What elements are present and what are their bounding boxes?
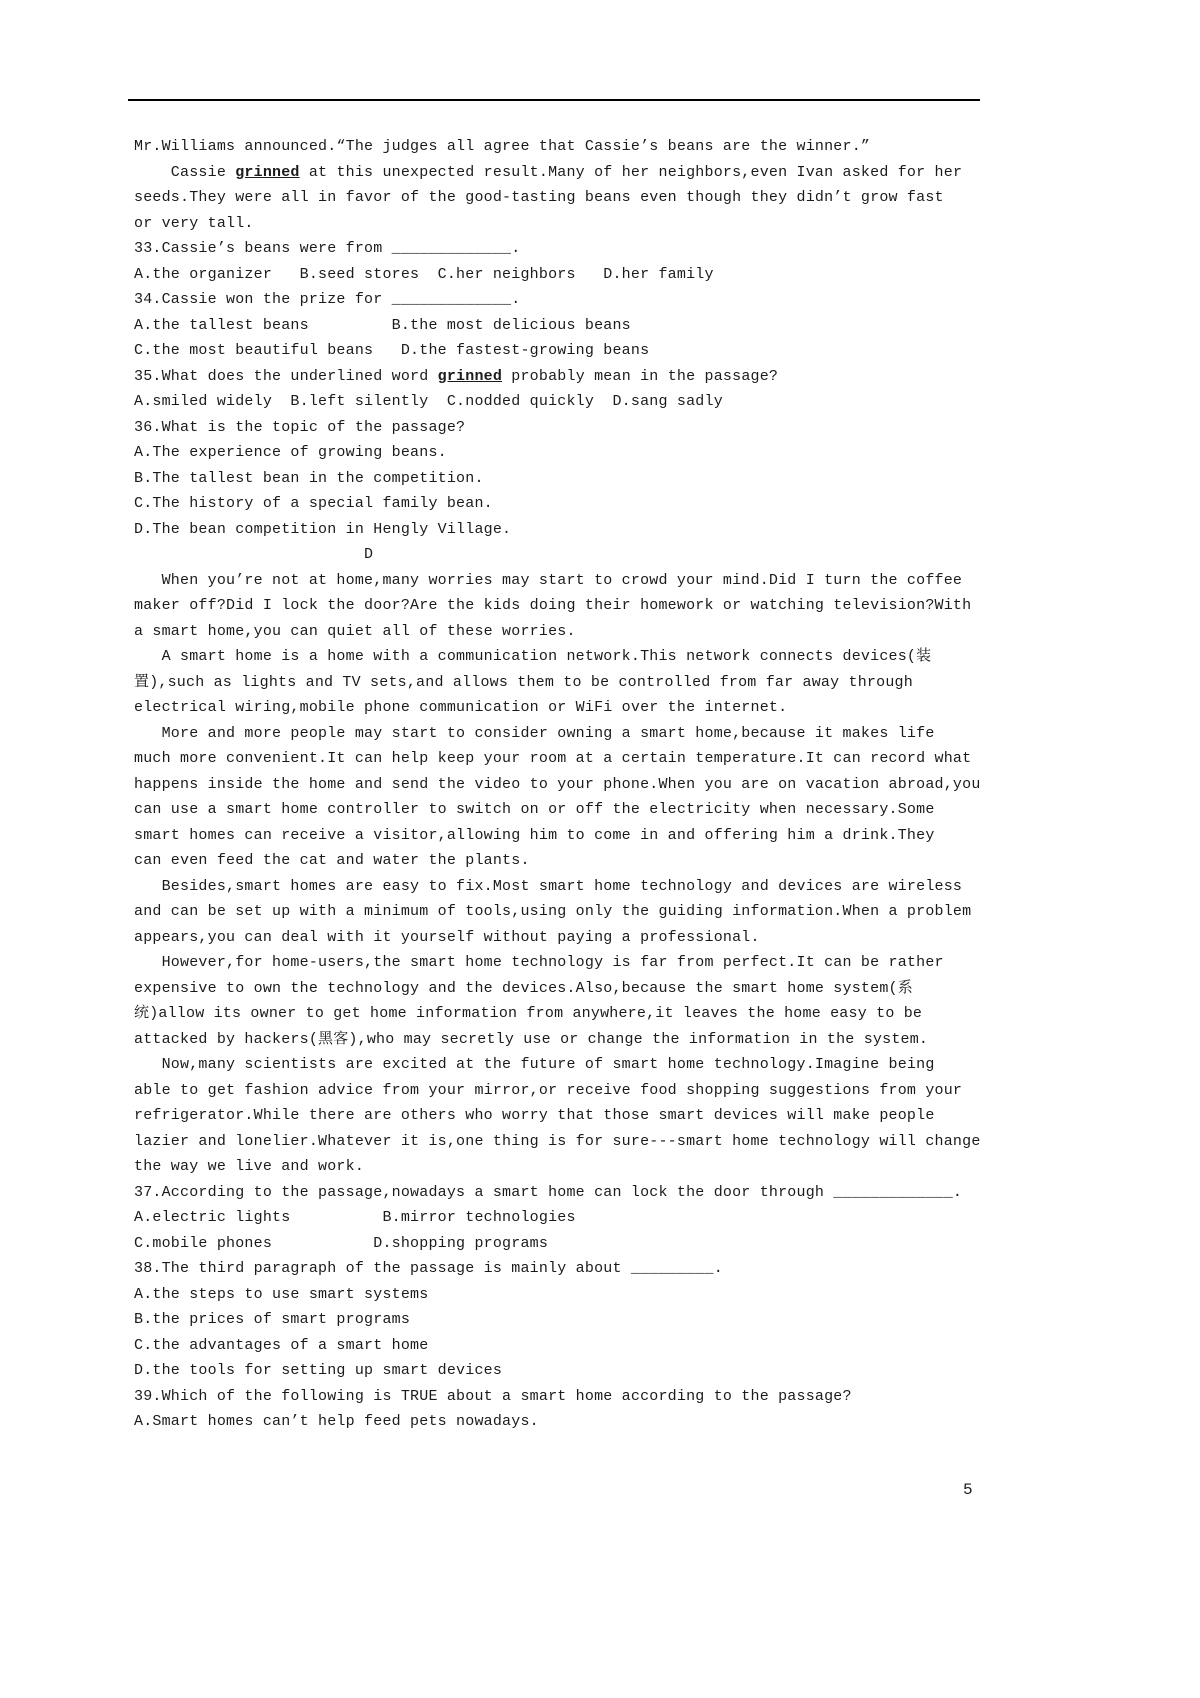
header-divider — [128, 99, 980, 101]
text-segment: Mr.Williams announced.“The judges all agree that Cassie’s beans are the winner.” — [134, 138, 871, 155]
text-segment: B.the prices of smart programs — [134, 1311, 411, 1328]
text-segment: 38.The third paragraph of the passage is mainly about _________. — [134, 1260, 723, 1277]
text-line — [134, 415, 994, 441]
text-segment: A.smiled widely B.left silently C.nodded quickly D.sang sadly — [134, 393, 723, 410]
text-segment: When you’re not at home,many worries may start to crowd your mind.Did I turn the coffee — [134, 571, 963, 589]
text-line — [134, 1129, 994, 1155]
text-line — [134, 211, 994, 237]
text-line — [134, 1282, 994, 1308]
text-segment: D.The bean competition in Hengly Village. — [134, 520, 512, 538]
text-segment: C.The history of a special family bean. — [134, 495, 493, 512]
text-segment: seeds.They were all in favor of the good-tasting beans even though they didn’t grow fast — [134, 189, 944, 206]
text-line — [134, 1001, 994, 1027]
text-segment: B.The tallest bean in the competition. — [134, 469, 484, 487]
text-segment: A smart home is a home with a communication network.This network connects devices(装 — [134, 648, 932, 665]
text-segment: 置),such as lights and TV sets,and allows them to be controlled from far away through — [134, 673, 913, 691]
text-line — [134, 236, 994, 262]
text-segment: smart homes can receive a visitor,allowing him to come in and offering him a drink.They — [134, 826, 935, 844]
page-number: 5 — [963, 1481, 973, 1499]
text-segment: Cassie — [134, 163, 236, 181]
text-line — [134, 1205, 994, 1231]
text-segment: 统)allow its owner to get home information from anywhere,it leaves the home easy to be — [134, 1005, 923, 1022]
text-line — [134, 670, 994, 696]
text-line — [134, 925, 994, 951]
text-line — [134, 568, 994, 594]
text-segment: A.the organizer B.seed stores C.her neighbors D.her family — [134, 265, 714, 283]
text-line — [134, 746, 994, 772]
text-segment: and can be set up with a minimum of tools,using only the guiding information.When a problem — [134, 903, 972, 920]
text-line — [134, 976, 994, 1002]
text-segment: C.the advantages of a smart home — [134, 1336, 429, 1354]
text-segment: the way we live and work. — [134, 1158, 365, 1175]
text-segment: probably mean in the passage? — [502, 367, 779, 385]
text-line — [134, 695, 994, 721]
text-line — [134, 797, 994, 823]
text-line — [134, 491, 994, 517]
text-line — [134, 1307, 994, 1333]
underlined-word: grinned — [437, 367, 503, 385]
text-segment: However,for home-users,the smart home technology is far from perfect.It can be rather — [134, 954, 944, 971]
text-segment: A.the steps to use smart systems — [134, 1285, 429, 1303]
text-line — [134, 542, 994, 568]
text-line — [134, 1231, 994, 1257]
text-line — [134, 1052, 994, 1078]
text-line — [134, 619, 994, 645]
text-line — [134, 950, 994, 976]
text-line — [134, 338, 994, 364]
text-segment: can use a smart home controller to switch on or off the electricity when necessary.Some — [134, 801, 935, 818]
text-segment: much more convenient.It can help keep your room at a certain temperature.It can record what — [134, 750, 972, 767]
text-line — [134, 160, 994, 186]
text-segment: refrigerator.While there are others who worry that those smart devices will make people — [134, 1107, 935, 1124]
text-line — [134, 1154, 994, 1180]
text-segment: Now,many scientists are excited at the future of smart home technology.Imagine being — [134, 1056, 935, 1073]
text-line — [134, 287, 994, 313]
text-line — [134, 440, 994, 466]
text-line — [134, 364, 994, 390]
text-line — [134, 899, 994, 925]
text-line — [134, 1409, 994, 1435]
text-line — [134, 185, 994, 211]
text-segment: or very tall. — [134, 214, 254, 232]
text-segment: 39.Which of the following is TRUE about a smart home according to the passage? — [134, 1387, 852, 1405]
text-line — [134, 644, 994, 670]
text-segment: D — [134, 546, 374, 563]
text-segment: 36.What is the topic of the passage? — [134, 418, 466, 436]
text-line — [134, 1078, 994, 1104]
text-line — [134, 721, 994, 747]
text-segment: electrical wiring,mobile phone communication or WiFi over the internet. — [134, 699, 788, 716]
text-segment: 37.According to the passage,nowadays a smart home can lock the door through _____________. — [134, 1183, 963, 1201]
text-line — [134, 1384, 994, 1410]
text-line — [134, 1333, 994, 1359]
text-line — [134, 1103, 994, 1129]
text-segment: maker off?Did I lock the door?Are the kids doing their homework or watching television?With — [134, 597, 972, 614]
text-line — [134, 1358, 994, 1384]
text-line — [134, 517, 994, 543]
text-segment: C.the most beautiful beans D.the fastest-growing beans — [134, 342, 650, 359]
text-segment: C.mobile phones D.shopping programs — [134, 1234, 549, 1252]
text-segment: 35.What does the underlined word — [134, 367, 438, 385]
text-line — [134, 848, 994, 874]
text-segment: attacked by hackers(黑客),who may secretly use or change the information in the system. — [134, 1030, 929, 1048]
text-segment: at this unexpected result.Many of her neighbors,even Ivan asked for her — [299, 163, 963, 181]
text-segment: A.electric lights B.mirror technologies — [134, 1209, 576, 1226]
text-segment: lazier and lonelier.Whatever it is,one thing is for sure---smart home technology will change — [134, 1132, 981, 1150]
text-line — [134, 1256, 994, 1282]
text-segment: 34.Cassie won the prize for _____________. — [134, 291, 521, 308]
text-segment: able to get fashion advice from your mirror,or receive food shopping suggestions from your — [134, 1081, 963, 1099]
text-segment: A.The experience of growing beans. — [134, 444, 447, 461]
text-segment: A.Smart homes can’t help feed pets nowadays. — [134, 1413, 539, 1430]
text-segment: can even feed the cat and water the plants. — [134, 852, 530, 869]
text-line — [134, 389, 994, 415]
document-body — [134, 134, 994, 1435]
text-line — [134, 593, 994, 619]
text-line — [134, 466, 994, 492]
text-segment: A.the tallest beans B.the most delicious beans — [134, 316, 631, 334]
text-segment: 33.Cassie’s beans were from _____________. — [134, 240, 521, 257]
text-line — [134, 134, 994, 160]
text-segment: happens inside the home and send the video to your phone.When you are on vacation abroad,you — [134, 775, 981, 793]
text-line — [134, 262, 994, 288]
text-segment: a smart home,you can quiet all of these worries. — [134, 622, 576, 640]
text-segment: expensive to own the technology and the devices.Also,because the smart home system(系 — [134, 979, 913, 997]
text-line — [134, 823, 994, 849]
text-line — [134, 772, 994, 798]
text-segment: D.the tools for setting up smart devices — [134, 1362, 503, 1379]
text-line — [134, 874, 994, 900]
underlined-word: grinned — [235, 163, 300, 181]
text-line — [134, 313, 994, 339]
text-line — [134, 1027, 994, 1053]
text-segment: Besides,smart homes are easy to fix.Most smart home technology and devices are wireless — [134, 877, 963, 895]
text-segment: appears,you can deal with it yourself without paying a professional. — [134, 928, 760, 946]
text-segment: More and more people may start to consider owning a smart home,because it makes life — [134, 724, 935, 742]
text-line — [134, 1180, 994, 1206]
